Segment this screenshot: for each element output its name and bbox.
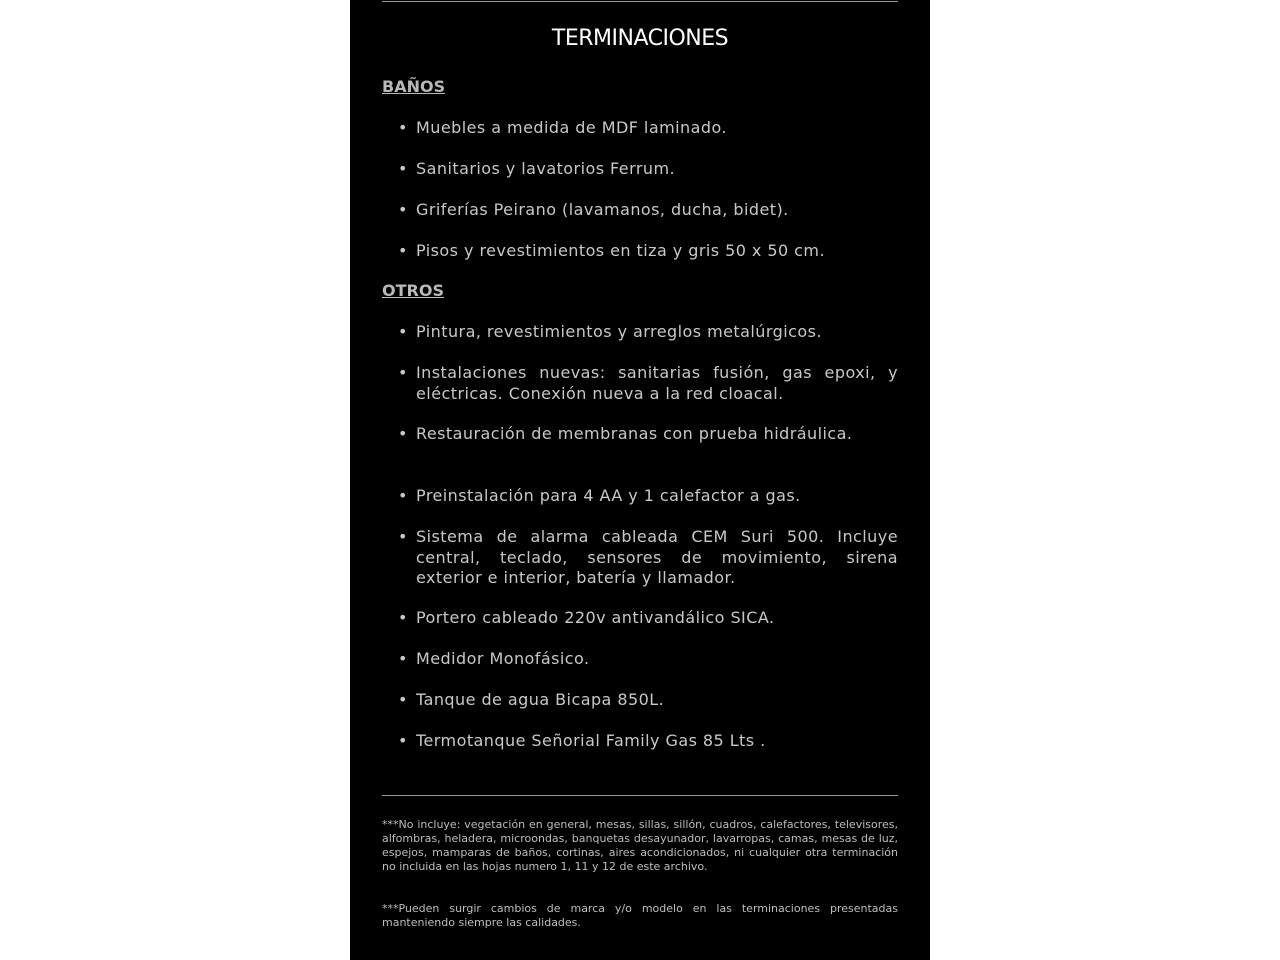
list-item-text: Sistema de alarma cableada CEM Suri 500. Incluye central, teclado, sensores de movimiento, sirena exterior e interior, batería y llamador. <box>416 527 898 587</box>
list-item <box>398 200 898 221</box>
list-item-text: Tanque de agua Bicapa 850L. <box>416 690 665 709</box>
list-item <box>398 118 898 139</box>
bullet-icon: • <box>398 486 408 505</box>
bullet-icon: • <box>398 608 408 627</box>
list-item-text: Preinstalación para 4 AA y 1 calefactor a gas. <box>416 486 801 505</box>
document-title: TERMINACIONES <box>551 26 729 51</box>
bullet-icon: • <box>398 200 408 219</box>
list-item-text: Restauración de membranas con prueba hidráulica. <box>416 424 853 443</box>
section-heading-banos: BAÑOS <box>382 77 446 96</box>
list-item <box>398 527 898 589</box>
document-page <box>350 0 930 960</box>
bullet-icon: • <box>398 118 408 137</box>
list-item <box>398 731 898 752</box>
notes-divider <box>382 795 898 796</box>
section-heading-otros: OTROS <box>382 281 444 300</box>
list-item <box>398 424 898 445</box>
bullet-icon: • <box>398 159 408 178</box>
list-item-text: Instalaciones nuevas: sanitarias fusión, gas epoxi, y eléctricas. Conexión nueva a la red cloacal. <box>416 363 898 403</box>
bullet-icon: • <box>398 690 408 709</box>
list-item-text: Portero cableado 220v antivandálico SICA. <box>416 608 775 627</box>
list-item <box>398 363 898 404</box>
list-item <box>398 649 898 670</box>
list-item <box>398 690 898 711</box>
list-item <box>398 241 898 262</box>
list-item-text: Medidor Monofásico. <box>416 649 590 668</box>
bullet-icon: • <box>398 731 408 750</box>
list-item <box>398 608 898 629</box>
brand-change-note: ***Pueden surgir cambios de marca y/o modelo en las terminaciones presentadas manteniendo siempre las calidades. <box>382 902 898 929</box>
list-item-text: Sanitarios y lavatorios Ferrum. <box>416 159 676 178</box>
list-item-text: Termotanque Señorial Family Gas 85 Lts . <box>416 731 766 750</box>
list-item-text: Muebles a medida de MDF laminado. <box>416 118 727 137</box>
list-item-text: Pisos y revestimientos en tiza y gris 50 x 50 cm. <box>416 241 825 260</box>
list-item <box>398 159 898 180</box>
list-item <box>398 322 898 343</box>
exclusions-note: ***No incluye: vegetación en general, mesas, sillas, sillón, cuadros, calefactores, televisores, alfombras, heladera, microondas, banquetas desayunador, lavarropas, camas, mesas de luz, espejos, mamparas de baños, cortinas, aires acondicionados, ni cualquier otra terminación no incluida en las hojas numero 1, 11 y 12 de este archivo. <box>382 818 898 873</box>
list-item <box>398 486 898 507</box>
top-divider <box>382 1 898 2</box>
bullet-icon: • <box>398 363 408 382</box>
bullet-icon: • <box>398 241 408 260</box>
list-item-text: Pintura, revestimientos y arreglos metalúrgicos. <box>416 322 822 341</box>
bullet-icon: • <box>398 527 408 546</box>
bullet-icon: • <box>398 322 408 341</box>
bullet-icon: • <box>398 424 408 443</box>
bullet-icon: • <box>398 649 408 668</box>
list-item-text: Griferías Peirano (lavamanos, ducha, bidet). <box>416 200 789 219</box>
